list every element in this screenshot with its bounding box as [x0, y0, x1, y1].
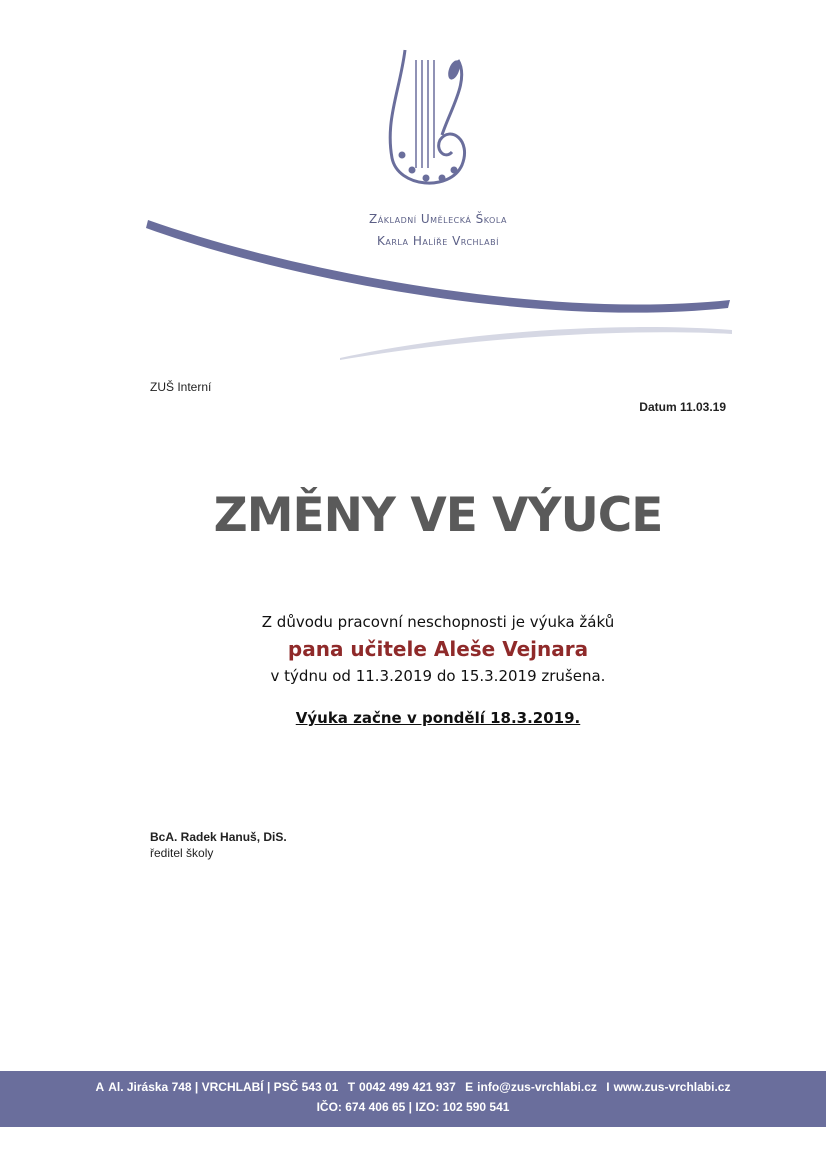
- internal-label: ZUŠ Interní: [150, 380, 212, 394]
- header-swoosh: [140, 210, 740, 370]
- footer-address: Al. Jiráska 748 | VRCHLABÍ | PSČ 543 01: [108, 1080, 339, 1094]
- footer-bar: [0, 1071, 826, 1127]
- footer-phone: 0042 499 421 937: [359, 1080, 456, 1094]
- notice-line-dates: v týdnu od 11.3.2019 do 15.3.2019 zrušena.: [270, 667, 606, 685]
- address-label: A: [95, 1080, 105, 1094]
- footer-email[interactable]: info@zus-vrchlabi.cz: [477, 1080, 597, 1094]
- ico-label: IČO: [316, 1100, 338, 1114]
- phone-label: T: [347, 1080, 356, 1094]
- footer-web[interactable]: www.zus-vrchlabi.cz: [613, 1080, 731, 1094]
- signature-role: ředitel školy: [150, 846, 214, 860]
- school-name-line2: Karla Halíře Vrchlabí: [377, 234, 499, 248]
- email-label: E: [465, 1080, 474, 1094]
- web-label: I: [606, 1080, 610, 1094]
- signature-name: BcA. Radek Hanuš, DiS.: [150, 830, 287, 844]
- footer-izo: : 102 590 541: [435, 1100, 510, 1114]
- footer-contact-line: [0, 1080, 826, 1094]
- footer-ico: : 674 406 65 |: [337, 1100, 413, 1114]
- notice-line-reason: Z důvodu pracovní neschopnosti je výuka žáků: [261, 613, 615, 631]
- notice-line-teacher: pana učitele Aleše Vejnara: [287, 637, 589, 661]
- notice-line-resume: Výuka začne v pondělí 18.3.2019.: [295, 709, 581, 727]
- school-logo: [380, 40, 480, 200]
- notice-title: ZMĚNY VE VÝUCE: [213, 488, 663, 543]
- footer-registration-line: [0, 1100, 826, 1114]
- document-date: Datum 11.03.19: [639, 400, 726, 414]
- izo-label: IZO: [415, 1100, 436, 1114]
- school-name-line1: Základní Umělecká Škola: [369, 212, 507, 226]
